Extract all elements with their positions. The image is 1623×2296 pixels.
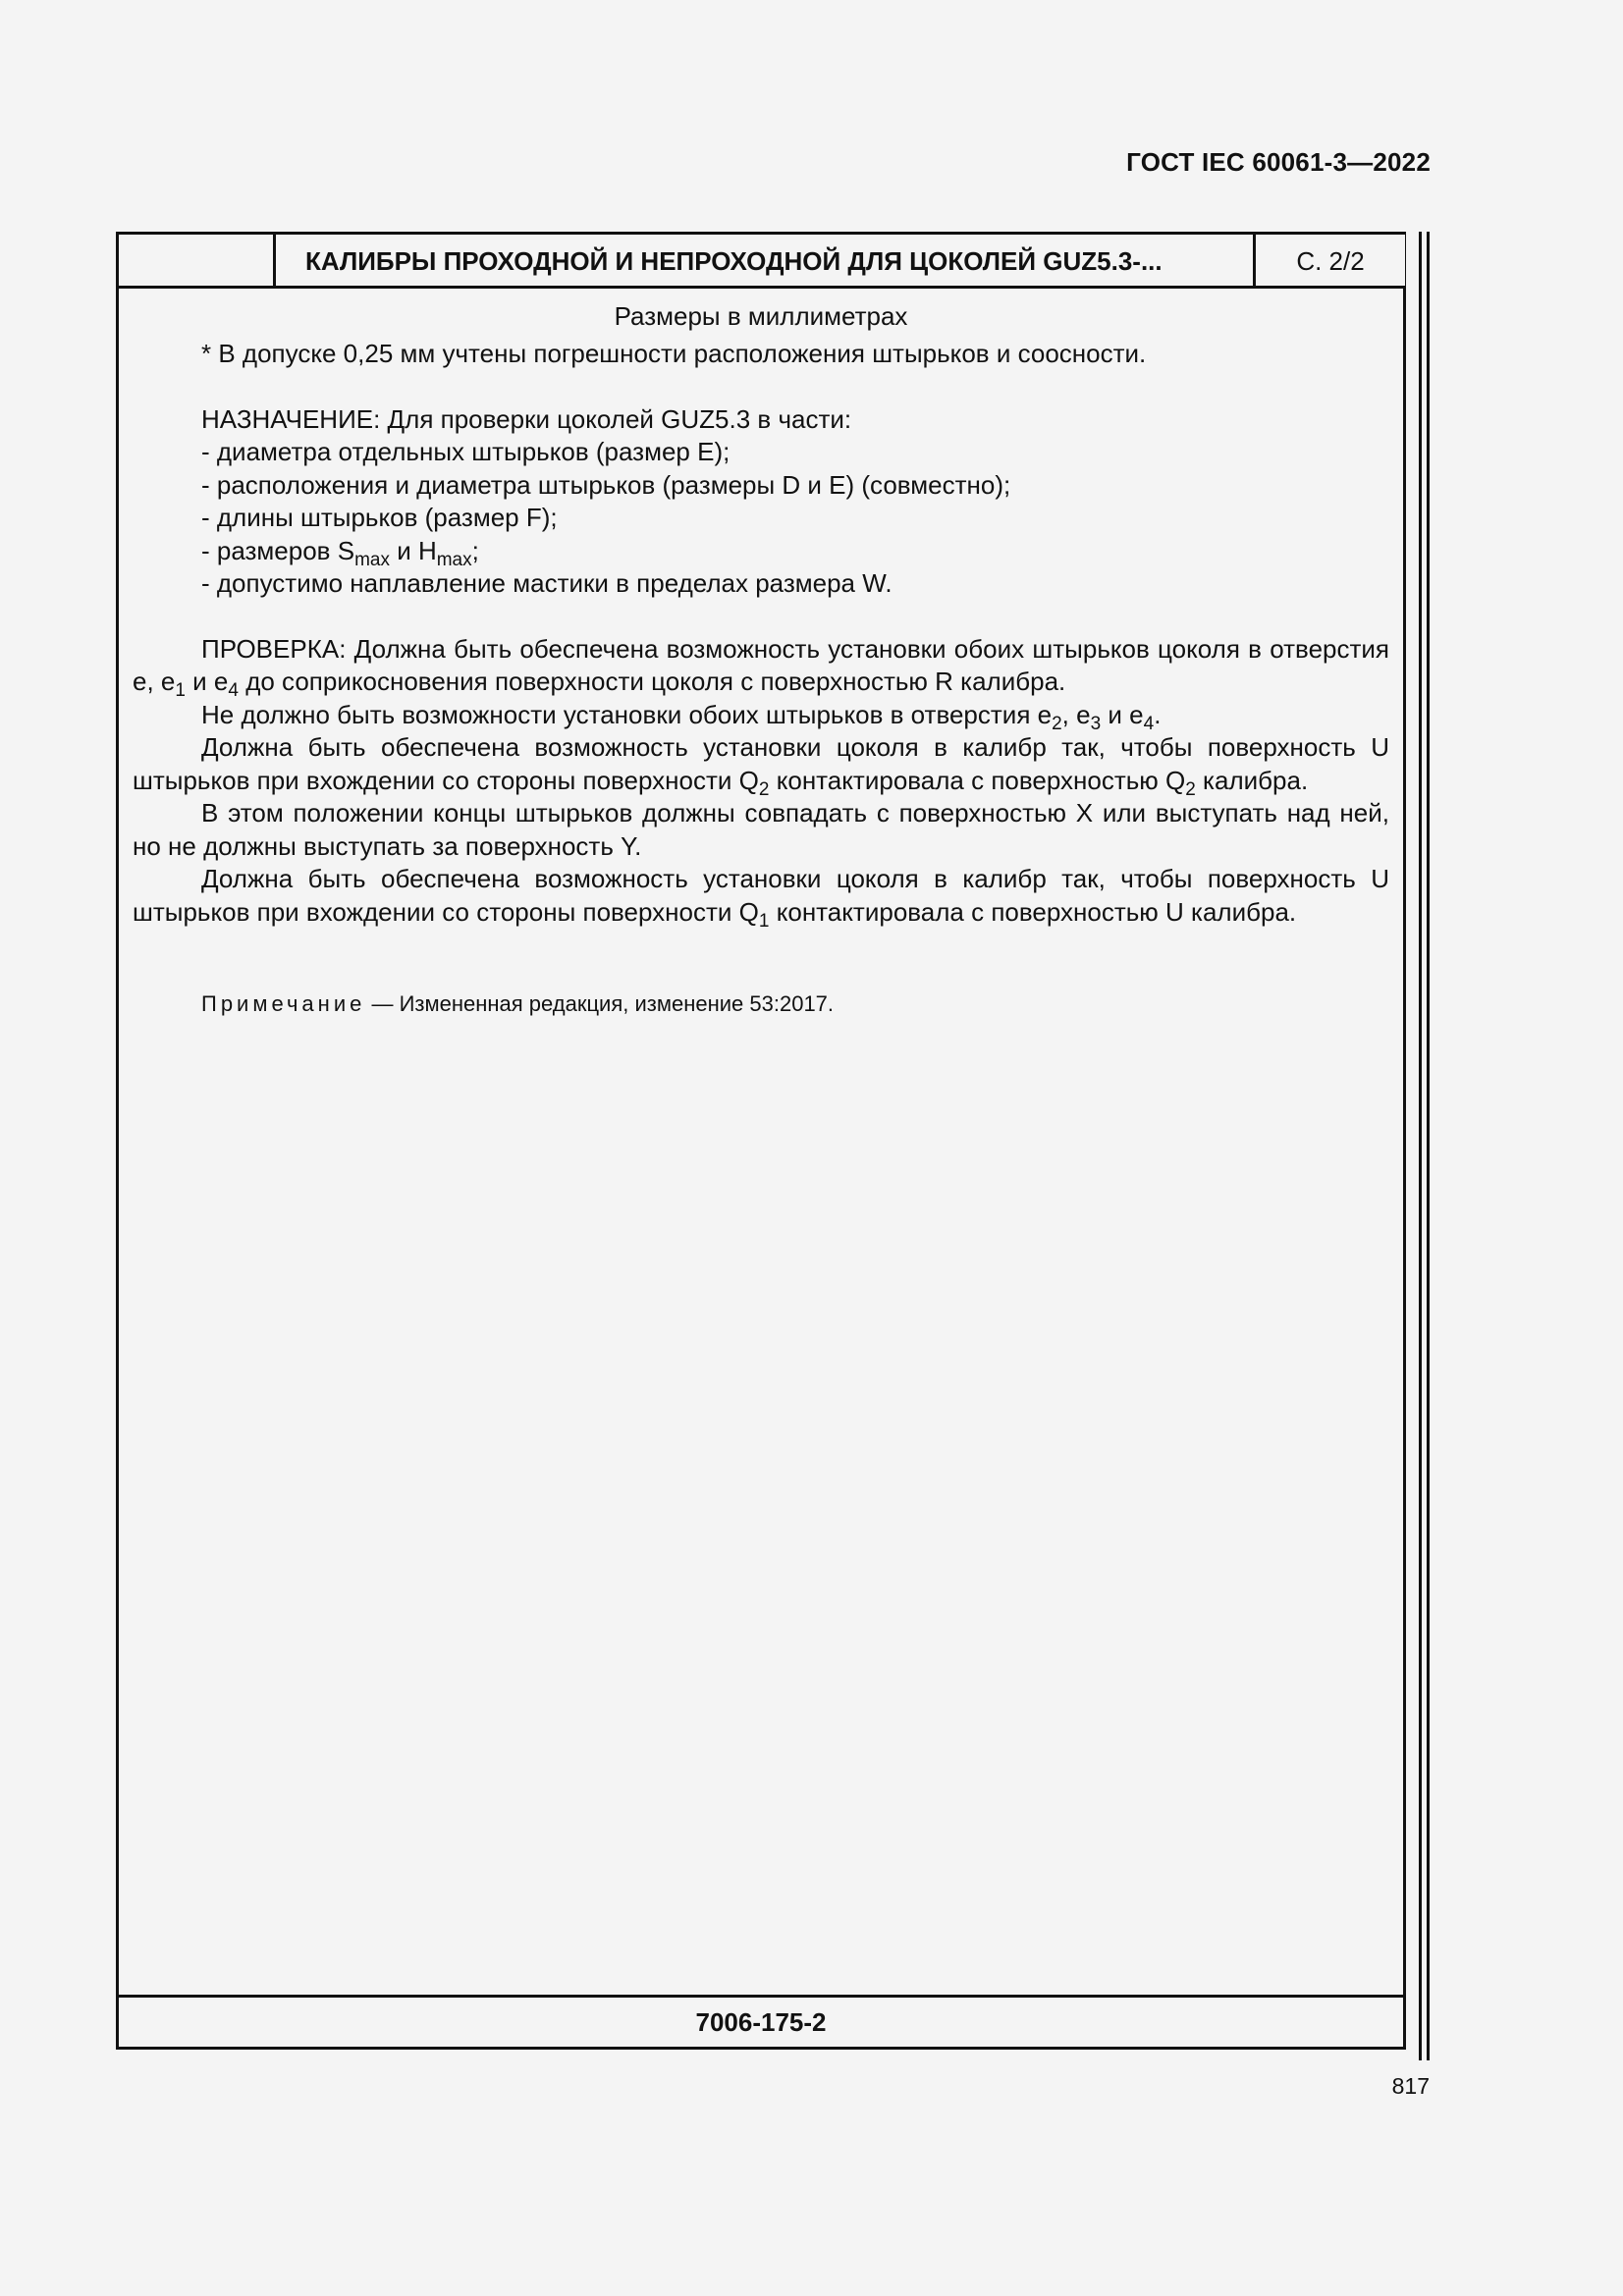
check-paragraph-1: ПРОВЕРКА: Должна быть обеспечена возможность установки обоих штырьков цоколя в отверстия e, $e_1$ и $e_4$ до соприкосновения поверхности цоколя с поверхностью R калибра. (133, 633, 1389, 701)
sheet-title-row (119, 235, 1403, 289)
note-text: — Измененная редакция, изменение 53:2017. (365, 991, 835, 1016)
page-number: 817 (1391, 2073, 1430, 2099)
sheet-page-ref: С. 2/2 (1253, 235, 1405, 286)
dimensions-note: Размеры в миллиметрах (614, 301, 908, 331)
check-section (133, 633, 1389, 930)
gauge-sheet-frame (116, 232, 1406, 2050)
sheet-content (133, 286, 1389, 1021)
check-paragraph-5: Должна быть обеспечена возможность установки цоколя в калибр так, чтобы поверхность U штырьков при вхождении со стороны поверхности $Q_1$ контактировала с поверхностью U калибра. (133, 864, 1389, 932)
purpose-item: - допустимо наплавление мастики в пределах размера W. (201, 568, 893, 598)
purpose-section (133, 403, 1389, 601)
revision-note (133, 988, 1389, 1021)
check-paragraph-4: В этом положении концы штырьков должны совпадать с поверхностью X или выступать над ней, но не должны выступать за поверхность Y. (133, 798, 1389, 861)
purpose-item-sizes: - размеров $S_{max}$ и $H_{max}$; (201, 535, 479, 570)
purpose-item: - расположения и диаметра штырьков (размеры D и E) (совместно); (201, 469, 1011, 500)
purpose-intro: НАЗНАЧЕНИЕ: Для проверки цоколей GUZ5.3 в части: (201, 403, 852, 434)
standard-code-header: ГОСТ IEC 60061-3—2022 (1126, 147, 1431, 177)
sheet-number: 7006-175-2 (119, 1995, 1403, 2047)
check-paragraph-3: Должна быть обеспечена возможность установки цоколя в калибр так, чтобы поверхность U штырьков при вхождении со стороны поверхности $Q_2$ контактировала с поверхностью $Q_2$ калибра. (133, 732, 1389, 800)
note-label: Примечание (201, 991, 366, 1016)
tolerance-note: * В допуске 0,25 мм учтены погрешности расположения штырьков и соосности. (201, 339, 1147, 368)
title-empty-cell (119, 235, 276, 286)
frame-edge-line (1419, 232, 1422, 2060)
frame-edge-line (1427, 232, 1430, 2060)
sheet-title: КАЛИБРЫ ПРОХОДНОЙ И НЕПРОХОДНОЙ ДЛЯ ЦОКОЛЕЙ GUZ5.3-... (305, 246, 1163, 276)
purpose-item: - длины штырьков (размер F); (201, 503, 558, 532)
purpose-item: - диаметра отдельных штырьков (размер E); (201, 437, 730, 466)
check-paragraph-2: Не должно быть возможности установки обоих штырьков в отверстия $e_2$, $e_3$ и $e_4$. (201, 699, 1162, 734)
